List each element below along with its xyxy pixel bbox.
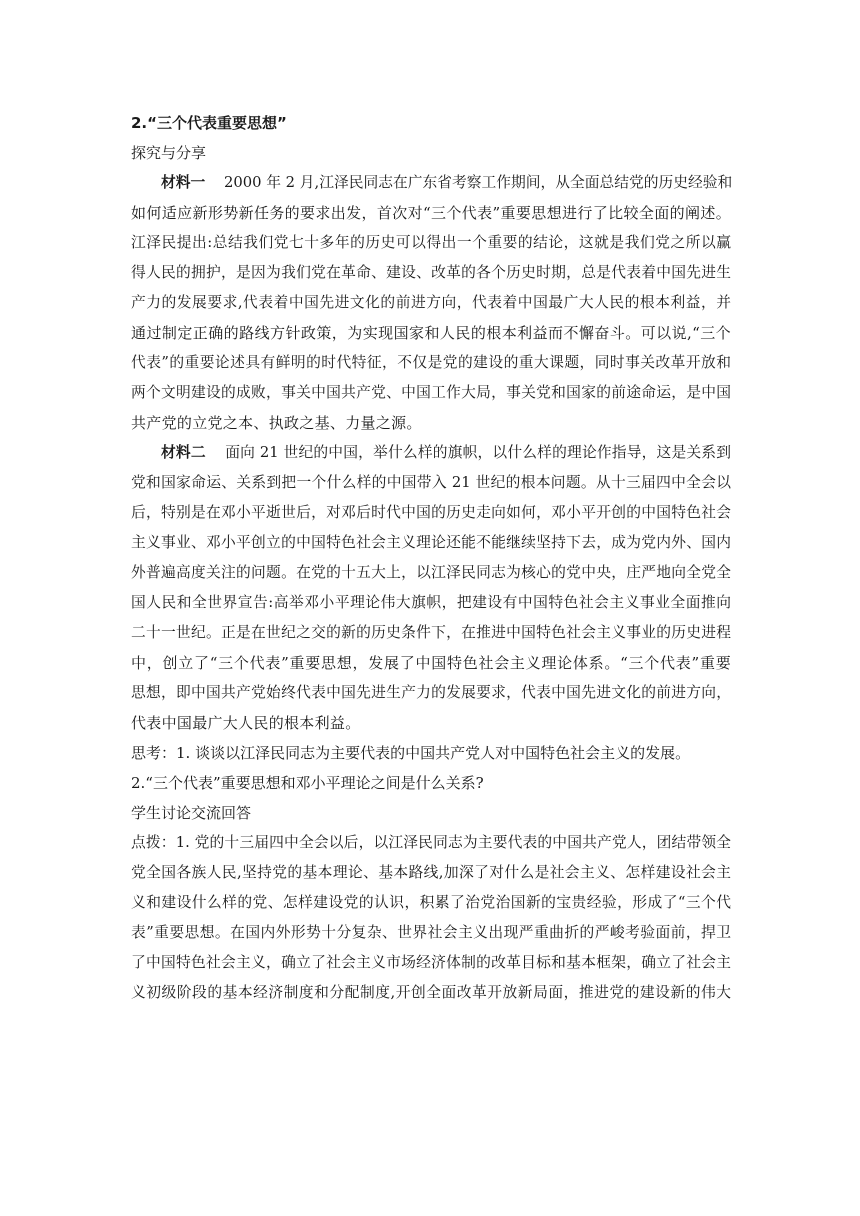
section-subheading: 探究与分享 [131, 144, 207, 162]
discussion-note: 学生讨论交流回答 [131, 804, 252, 822]
material-two-line [131, 438, 731, 468]
material-one-line: 通过制定正确的路线方针政策，为实现国家和人民的根本利益而不懈奋斗。可以说,“三个 [131, 324, 731, 342]
material-one-line: 如何适应新形势新任务的要求出发，首次对“三个代表”重要思想进行了比较全面的阐述。 [131, 204, 731, 222]
material-two-line: 外普遍高度关注的问题。在党的十五大上，以江泽民同志为核心的党中央，庄严地向全党全 [131, 564, 731, 581]
material-two-text: 面向 21 世纪的中国，举什么样的旗帜，以什么样的理论作指导，这是关系到 [225, 444, 731, 461]
question-one: 思考：1. 谈谈以江泽民同志为主要代表的中国共产党人对中国特色社会主义的发展。 [131, 744, 691, 762]
question-two: 2.“三个代表”重要思想和邓小平理论之间是什么关系? [131, 774, 484, 792]
guidance-line: 点拨：1. 党的十三届四中全会以后，以江泽民同志为主要代表的中国共产党人，团结带领全 [131, 834, 731, 851]
material-two-line: 后，特别是在邓小平逝世后，对邓后时代中国的历史走向如何，邓小平开创的中国特色社会 [131, 504, 731, 521]
material-two-line: 国人民和全世界宣告:高举邓小平理论伟大旗帜，把建设有中国特色社会主义事业全面推向 [131, 594, 731, 611]
guidance-line: 表”重要思想。在国内外形势十分复杂、世界社会主义出现严重曲折的严峻考验面前，捍卫 [131, 924, 731, 941]
guidance [131, 828, 731, 1008]
material-one [131, 168, 731, 438]
material-one-line: 代表”的重要论述具有鲜明的时代特征，不仅是党的建设的重大课题，同时事关改革开放和 [131, 354, 731, 371]
material-two-line: 二十一世纪。正是在世纪之交的新的历史条件下，在推进中国特色社会主义事业的历史进程 [131, 624, 731, 641]
material-one-line: 得人民的拥护，是因为我们党在革命、建设、改革的各个历史时期，总是代表着中国先进生 [131, 264, 731, 281]
material-two-line: 代表中国最广大人民的根本利益。 [131, 714, 361, 732]
material-two [131, 438, 731, 738]
material-one-line: 江泽民提出:总结我们党七十多年的历史可以得出一个重要的结论，这就是我们党之所以赢 [131, 234, 731, 251]
guidance-line: 党全国各族人民,坚持党的基本理论、基本路线,加深了对什么是社会主义、怎样建设社会主 [131, 864, 731, 881]
material-two-line: 党和国家命运、关系到把一个什么样的中国带入 21 世纪的根本问题。从十三届四中全会以 [131, 474, 731, 491]
document-body [131, 108, 731, 1008]
material-two-line: 中，创立了“三个代表”重要思想，发展了中国特色社会主义理论体系。“三个代表”重要 [131, 654, 731, 672]
guidance-line: 义初级阶段的基本经济制度和分配制度,开创全面改革开放新局面，推进党的建设新的伟大 [131, 984, 731, 1001]
material-one-line [131, 168, 731, 198]
material-one-label: 材料一 [161, 174, 206, 191]
section-heading: 2.“三个代表重要思想” [131, 114, 287, 132]
guidance-line: 了中国特色社会主义，确立了社会主义市场经济体制的改革目标和基本框架，确立了社会主 [131, 954, 731, 971]
material-one-text: 2000 年 2 月,江泽民同志在广东省考察工作期间，从全面总结党的历史经验和 [224, 174, 733, 191]
material-one-line: 两个文明建设的成败，事关中国共产党、中国工作大局，事关党和国家的前途命运，是中国 [131, 384, 731, 401]
material-two-line: 思想，即中国共产党始终代表中国先进生产力的发展要求，代表中国先进文化的前进方向， [131, 684, 731, 701]
material-two-line: 主义事业、邓小平创立的中国特色社会主义理论还能不能继续坚持下去，成为党内外、国内 [131, 534, 731, 551]
material-one-line: 共产党的立党之本、执政之基、力量之源。 [131, 414, 422, 432]
material-one-line: 产力的发展要求,代表着中国先进文化的前进方向，代表着中国最广大人民的根本利益，并 [131, 294, 731, 311]
guidance-line: 义和建设什么样的党、怎样建设党的认识，积累了治党治国新的宝贵经验，形成了“三个代 [131, 894, 731, 911]
material-two-label: 材料二 [161, 444, 206, 461]
